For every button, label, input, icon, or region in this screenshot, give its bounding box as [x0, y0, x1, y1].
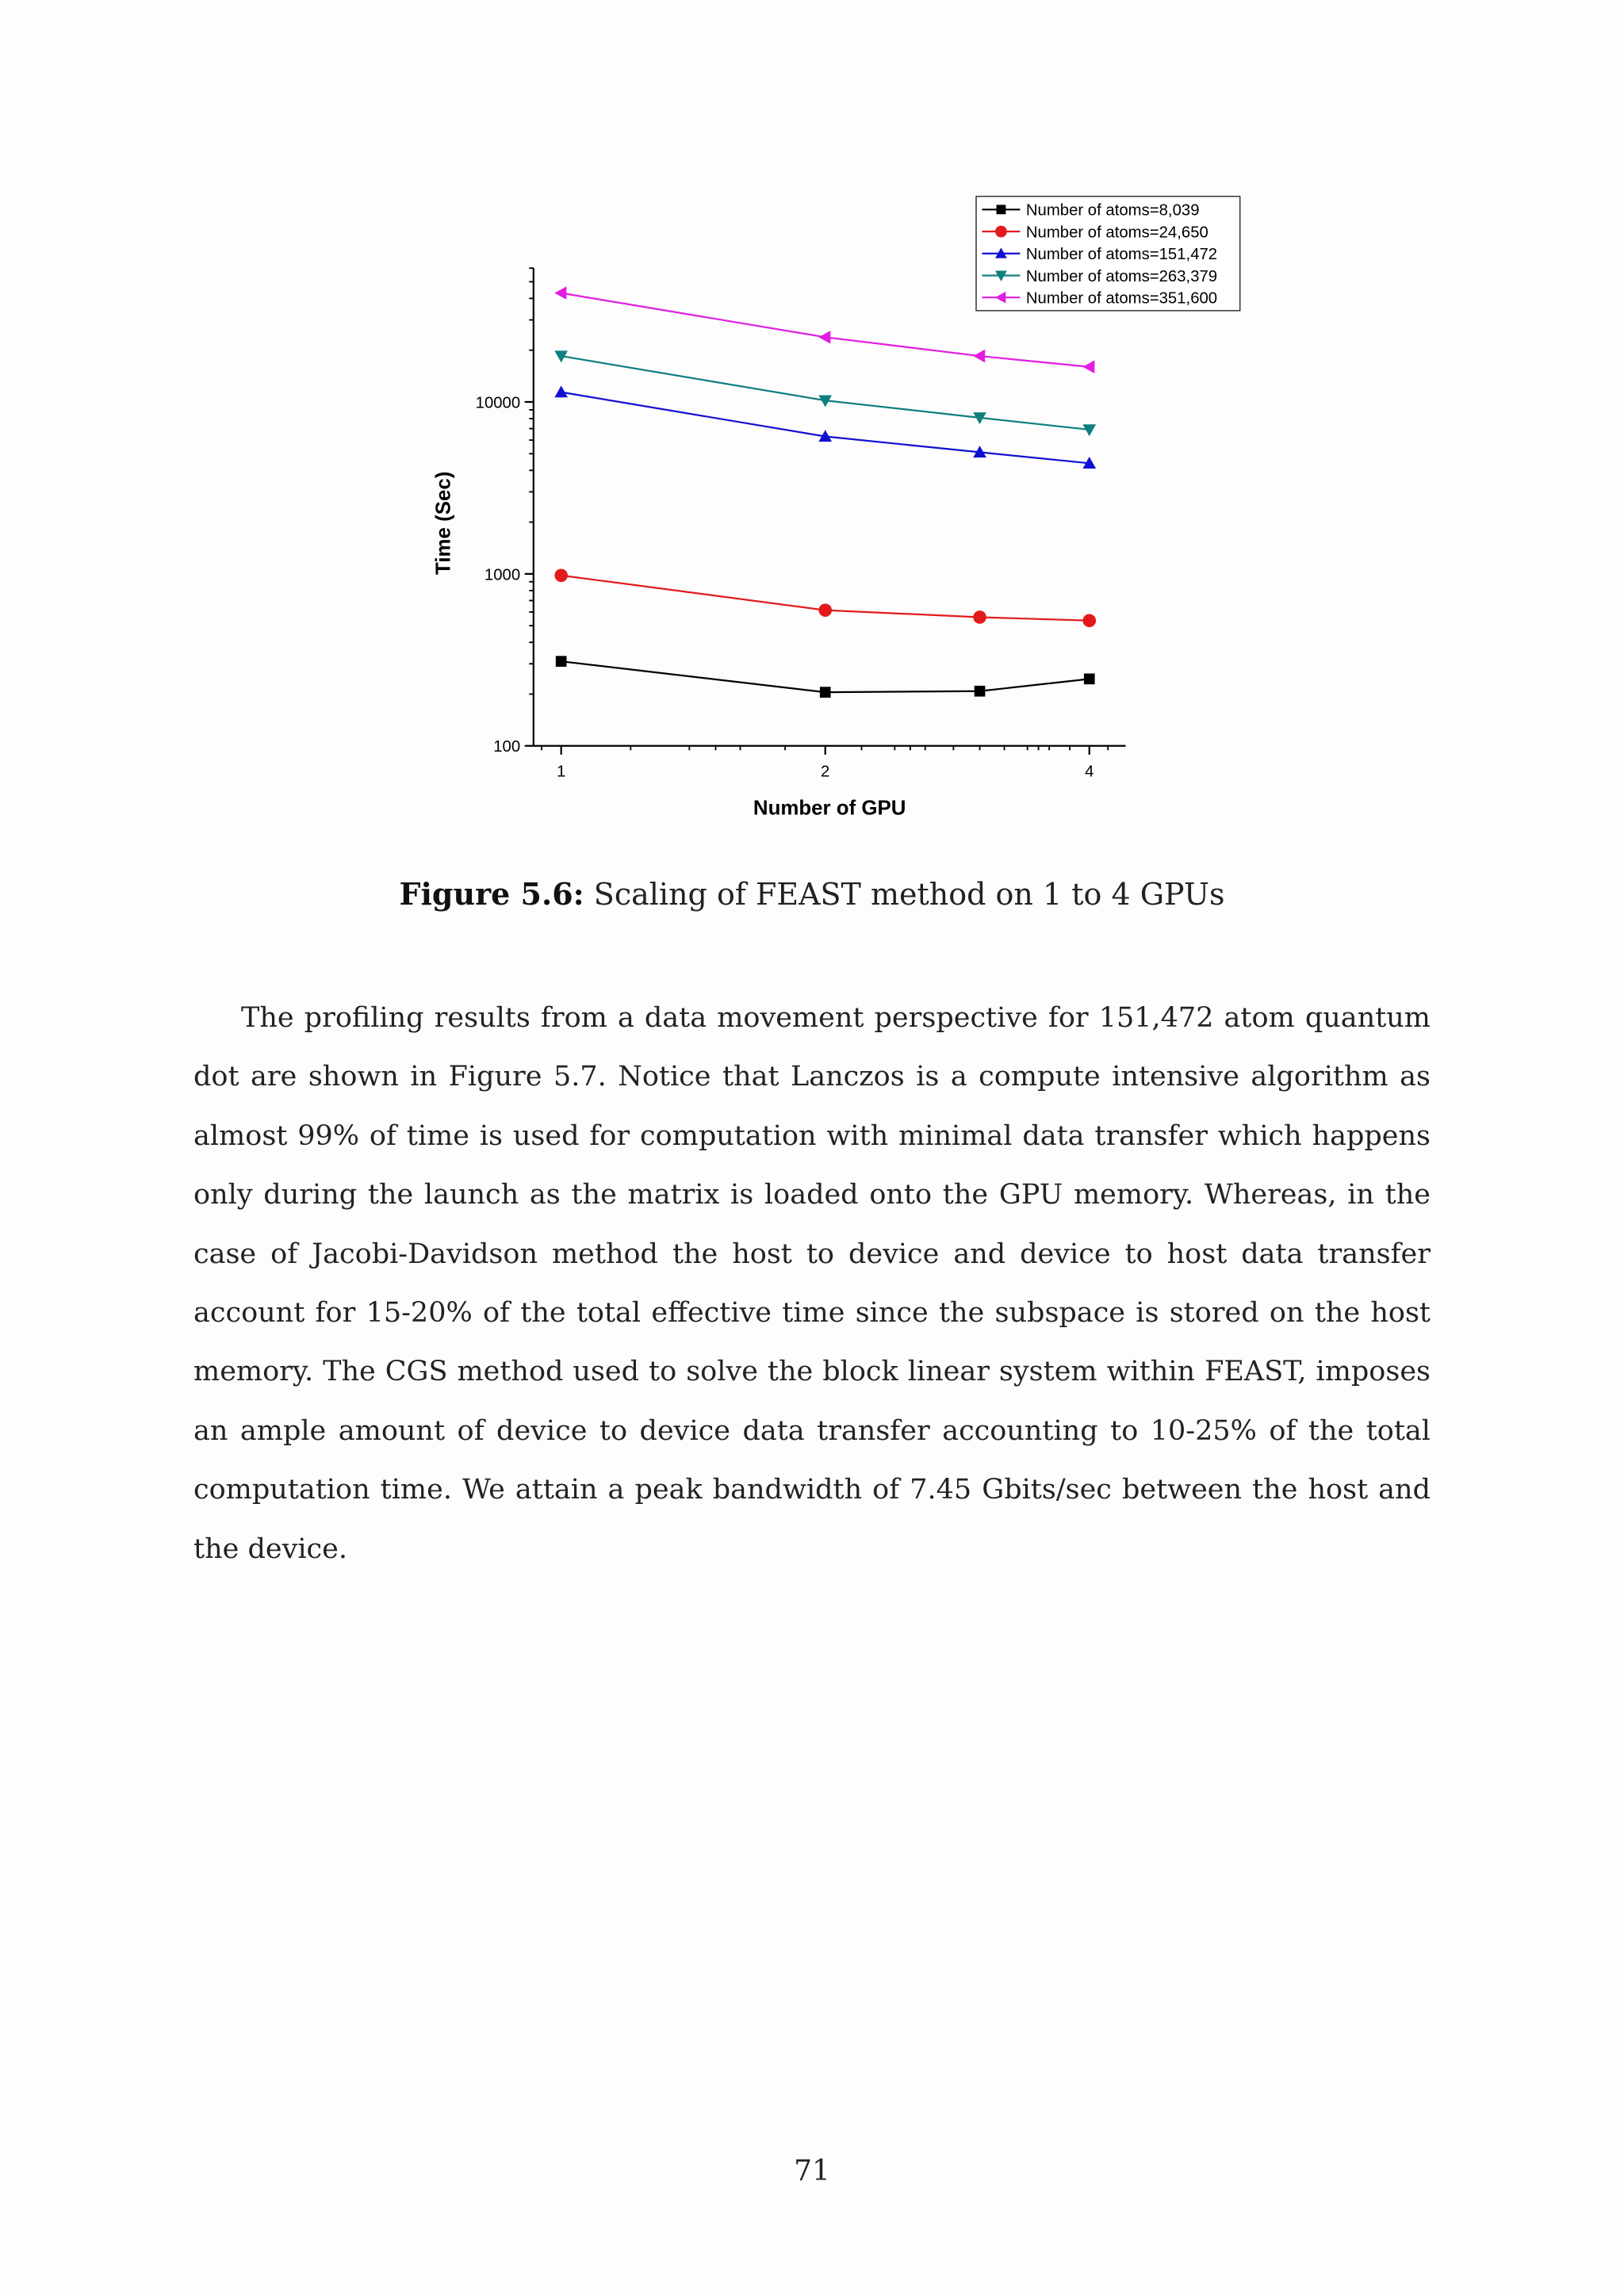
- data-point: [554, 286, 566, 300]
- data-point: [818, 603, 832, 617]
- series-line: [561, 356, 1090, 430]
- data-point: [973, 610, 986, 624]
- data-point: [820, 687, 831, 698]
- legend-marker: [995, 226, 1007, 238]
- data-point: [556, 656, 567, 667]
- figure-caption-text: Scaling of FEAST method on 1 to 4 GPUs: [593, 877, 1225, 912]
- x-tick-label: 2: [821, 763, 830, 781]
- data-point: [818, 331, 830, 344]
- data-point: [554, 385, 568, 397]
- body-paragraph: The profiling results from a data movement perspective for 151,472 atom quantum dot are shown in Figure 5.7. Notice that Lanczos is a compute intensive algorithm as almost 99% of time is used for computation with minimal data transfer which happens only during the launch as the matrix is loaded onto the GPU memory. Whereas, in the case of Jacobi-Davidson method the host to device and device to host data transfer account for 15-20% of the total effective time since the subspace is stored on the host memory. The CGS method used to solve the block linear system within FEAST, imposes an ample amount of device to device data transfer accounting to 10-25% of the total computation time. We attain a peak bandwidth of 7.45 Gbits/sec between the host and the device.: [193, 1002, 1431, 1565]
- legend-label: Number of atoms=24,650: [1025, 224, 1208, 242]
- data-point: [1082, 424, 1096, 436]
- y-axis-label: Time (Sec): [432, 471, 455, 575]
- series-2: [554, 568, 1096, 627]
- legend-marker: [997, 205, 1006, 214]
- series-4: [554, 350, 1096, 436]
- data-point: [1082, 360, 1094, 373]
- legend-label: Number of atoms=151,472: [1025, 246, 1218, 264]
- y-tick-label: 100: [493, 738, 521, 756]
- figure-caption-label: Figure 5.6:: [399, 876, 584, 912]
- data-point: [975, 686, 986, 697]
- y-tick-label: 1000: [484, 566, 521, 584]
- x-tick-label: 4: [1085, 763, 1094, 781]
- legend-label: Number of atoms=263,379: [1025, 267, 1218, 285]
- figure-5-6-chart: [0, 0, 1624, 869]
- legend-label: Number of atoms=8,039: [1025, 201, 1200, 220]
- x-tick-label: 1: [557, 763, 566, 781]
- series-1: [556, 656, 1095, 698]
- chart-axes: [432, 268, 1125, 819]
- chart-series: [554, 286, 1096, 698]
- figure-caption: [0, 876, 1624, 912]
- legend-label: Number of atoms=351,600: [1025, 289, 1218, 308]
- chart-legend: [976, 197, 1240, 311]
- data-point: [973, 350, 985, 363]
- data-point: [554, 568, 568, 582]
- page-number: 71: [794, 2155, 830, 2187]
- x-axis-label: Number of GPU: [753, 797, 906, 820]
- data-point: [1082, 614, 1096, 627]
- y-tick-label: 10000: [475, 394, 521, 412]
- data-point: [1084, 674, 1095, 685]
